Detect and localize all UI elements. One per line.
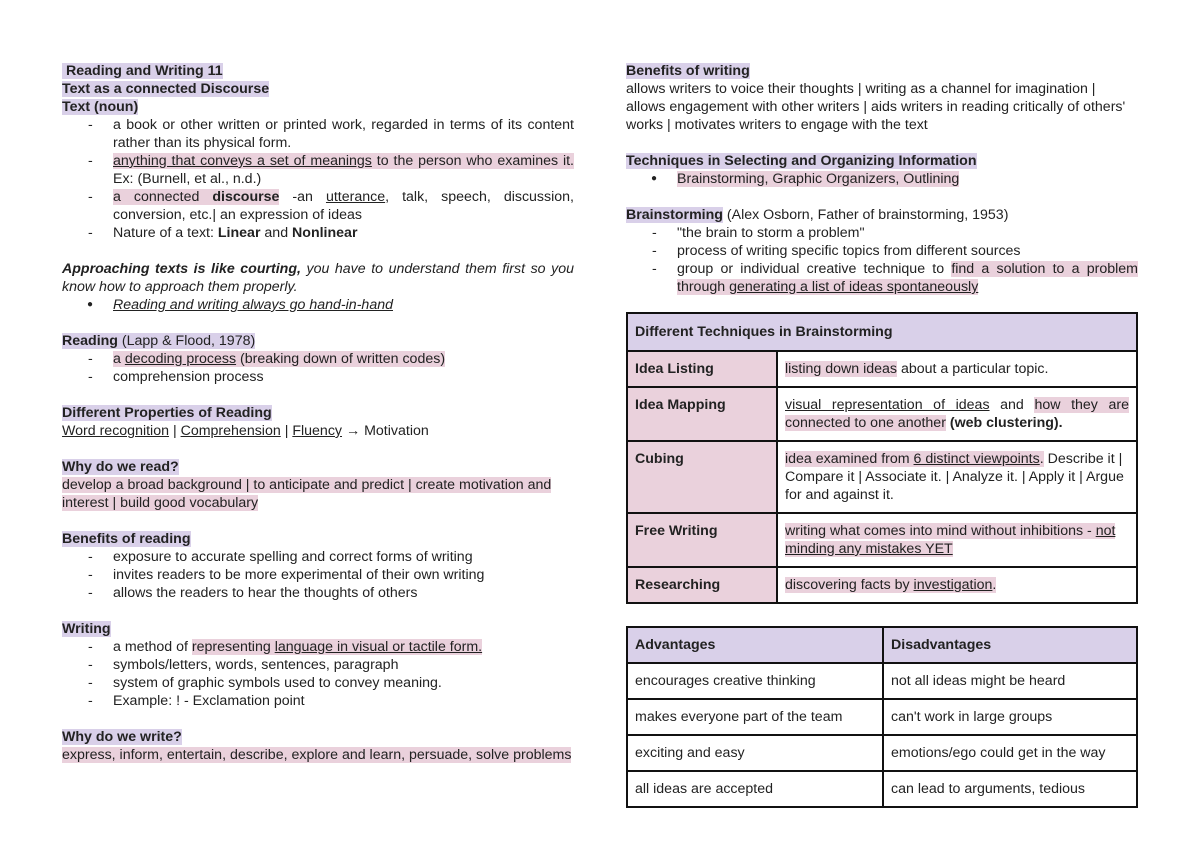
list-item: - a decoding process (breaking down of written codes) [62,350,574,368]
list-item: - Example: ! - Exclamation point [62,692,574,710]
list-item: - allows the readers to hear the thoughts of others [62,584,574,602]
list-item: - a connected discourse -an utterance, talk, speech, discussion, conversion, etc.| an expression of ideas [62,188,574,224]
disadvantages-header: Disadvantages [883,627,1137,663]
table-row: Cubing idea examined from 6 distinct viewpoints. Describe it | Compare it | Associate it. | Analyze it. | Apply it | Argue for and against it. [627,441,1137,513]
left-column [62,62,574,764]
list-item: - system of graphic symbols used to convey meaning. [62,674,574,692]
brainstorming-heading: Brainstorming (Alex Osborn, Father of brainstorming, 1953) [626,207,1009,223]
table-row: Researching discovering facts by investigation. [627,567,1137,603]
approach-paragraph: Approaching texts is like courting, you have to understand them first so you know how to approach them properly. [62,261,574,295]
list-item: - a method of representing language in visual or tactile form. [62,638,574,656]
right-column [626,62,1138,808]
table-row: exciting and easy emotions/ego could get in the way [627,735,1137,771]
properties-heading: Different Properties of Reading [62,405,272,421]
properties-line: Word recognition | Comprehension | Fluency → Motivation [62,423,429,439]
table-row: encourages creative thinking not all ideas might be heard [627,663,1137,699]
why-read-text: develop a broad background | to anticipate and predict | create motivation and interest | build good vocabulary [62,477,552,511]
list-item: - process of writing specific topics from different sources [626,242,1138,260]
list-item: - Nature of a text: Linear and Nonlinear [62,224,574,242]
why-write-heading: Why do we write? [62,729,182,745]
list-item: ● Brainstorming, Graphic Organizers, Outlining [626,170,1138,188]
list-item: - "the brain to storm a problem" [626,224,1138,242]
doc-title: Reading and Writing 11 [62,63,223,79]
table-row: Free Writing writing what comes into mind without inhibitions - not minding any mistakes YET [627,513,1137,567]
text-definition-list [62,116,574,242]
table-row: makes everyone part of the team can't work in large groups [627,699,1137,735]
list-item: - a book or other written or printed work, regarded in terms of its content rather than its physical form. [62,116,574,152]
table-row: all ideas are accepted can lead to arguments, tedious [627,771,1137,807]
why-write-text: express, inform, entertain, describe, explore and learn, persuade, solve problems [62,747,572,763]
table-row: Idea Listing listing down ideas about a particular topic. [627,351,1137,387]
list-item: - comprehension process [62,368,574,386]
benefits-reading-heading: Benefits of reading [62,531,191,547]
list-item: - invites readers to be more experimental of their own writing [62,566,574,584]
advantages-table [626,626,1138,808]
list-item: - exposure to accurate spelling and correct forms of writing [62,548,574,566]
benefits-writing-text: allows writers to voice their thoughts | writing as a channel for imagination | allows engagement with other writers | aids writers in reading critically of others' works | motivates writers to engage with the text [626,81,1126,133]
writing-heading: Writing [62,621,111,637]
advantages-header: Advantages [627,627,883,663]
reading-heading: Reading (Lapp & Flood, 1978) [62,333,256,349]
text-noun-heading: Text (noun) [62,99,139,115]
list-item: - symbols/letters, words, sentences, paragraph [62,656,574,674]
why-read-heading: Why do we read? [62,459,179,475]
table-row: Idea Mapping visual representation of ideas and how they are connected to one another (web clustering). [627,387,1137,441]
techniques-heading: Techniques in Selecting and Organizing Information [626,153,977,169]
techniques-table [626,312,1138,604]
benefits-writing-heading: Benefits of writing [626,63,750,79]
techniques-table-header: Different Techniques in Brainstorming [627,313,1137,351]
list-item: - group or individual creative technique to find a solution to a problem through generating a list of ideas spontaneously [626,260,1138,296]
list-item: ● Reading and writing always go hand-in-hand [62,296,574,314]
list-item: - anything that conveys a set of meanings to the person who examines it. Ex: (Burnell, et al., n.d.) [62,152,574,188]
doc-subtitle: Text as a connected Discourse [62,81,270,97]
